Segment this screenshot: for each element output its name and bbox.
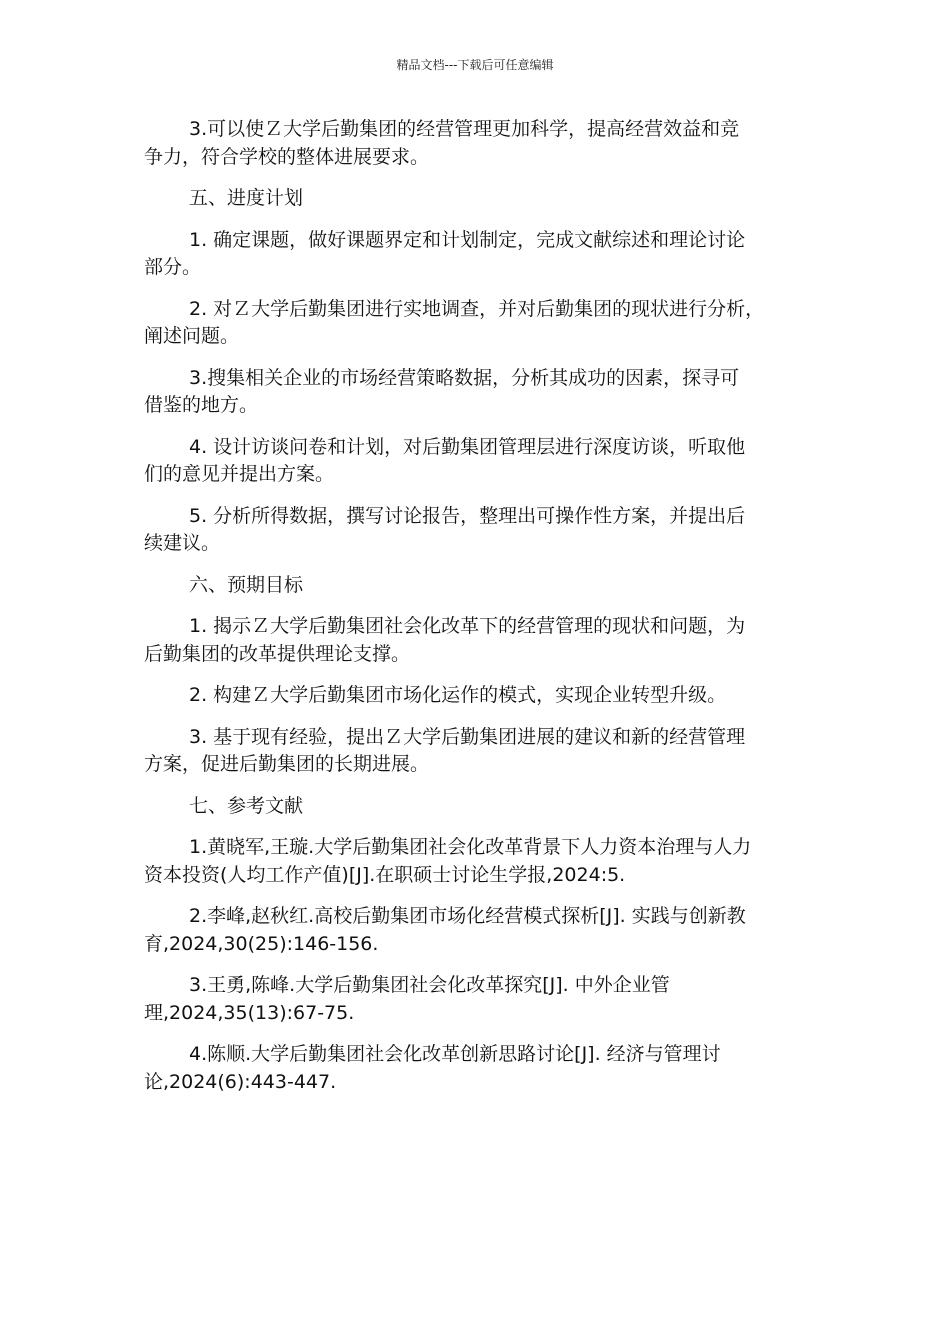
schedule-item-1: 1. 确定课题，做好课题界定和计划制定，完成文献综述和理论讨论 部分。 (144, 228, 746, 278)
reference-item-1: 1.黄晓军,王璇.大学后勤集团社会化改革背景下人力资本治理与人力 资本投资(人均工作产值)[J].在职硕士讨论生学报,2024:5. (144, 836, 752, 886)
schedule-item-2: 2. 对Ｚ大学后勤集团进行实地调查，并对后勤集团的现状进行分析， 阐述问题。 (144, 297, 765, 347)
expected-goal-1: 1. 揭示Ｚ大学后勤集团社会化改革下的经营管理的现状和问题，为 后勤集团的改革提供理论支撑。 (144, 615, 746, 665)
page-header: 精品文档---下载后可任意编辑 (396, 58, 554, 72)
reference-item-4: 4.陈顺.大学后勤集团社会化改革创新思路讨论[J]. 经济与管理讨 论,2024(6):443-447. (144, 1043, 721, 1093)
schedule-item-5: 5. 分析所得数据，撰写讨论报告，整理出可操作性方案，并提出后 续建议。 (144, 504, 746, 554)
schedule-item-3: 3.搜集相关企业的市场经营策略数据，分析其成功的因素，探寻可 借鉴的地方。 (144, 366, 740, 416)
section-heading-references: 七、参考文献 (189, 794, 304, 817)
document-body (144, 116, 808, 1110)
schedule-item-4: 4. 设计访谈问卷和计划，对后勤集团管理层进行深度访谈，听取他 们的意见并提出方案。 (144, 435, 746, 485)
expected-goal-2: 2. 构建Ｚ大学后勤集团市场化运作的模式，实现企业转型升级。 (189, 684, 727, 706)
section-heading-schedule: 五、进度计划 (189, 187, 304, 209)
section-heading-expected-goals: 六、预期目标 (189, 573, 304, 596)
reference-item-3: 3.王勇,陈峰.大学后勤集团社会化改革探究[J]. 中外企业管 理,2024,35(13):67-75. (144, 974, 670, 1024)
reference-item-2: 2.李峰,赵秋红.高校后勤集团市场化经营模式探析[J]. 实践与创新教 育,2024,30(25):146-156. (144, 905, 746, 955)
expected-goal-3: 3. 基于现有经验，提出Ｚ大学后勤集团进展的建议和新的经营管理 方案，促进后勤集团的长期进展。 (144, 725, 746, 775)
paragraph-goal-3: 3.可以使Ｚ大学后勤集团的经营管理更加科学，提高经营效益和竞 争力，符合学校的整体进展要求。 (144, 118, 740, 168)
